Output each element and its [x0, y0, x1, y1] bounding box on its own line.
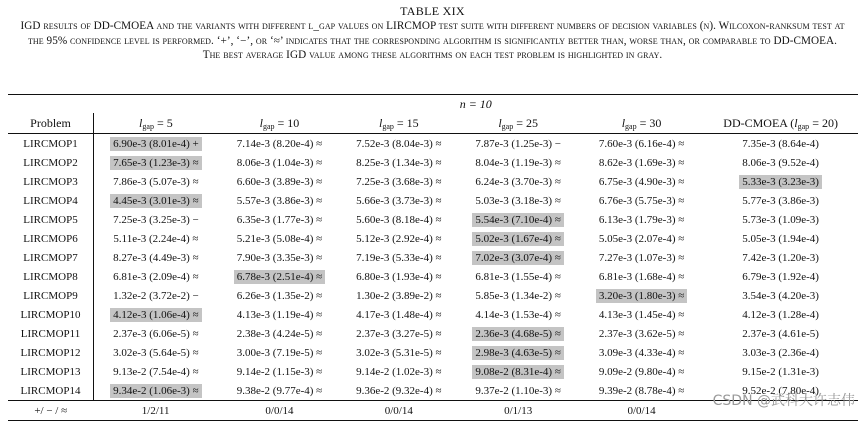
- igd-value: 6.75e-3 (4.90e-3) ≈: [598, 175, 685, 188]
- table-row: [8, 267, 858, 286]
- igd-value: 5.85e-3 (1.34e-2) ≈: [475, 289, 561, 302]
- table-row: [8, 343, 858, 362]
- igd-value: 7.52e-3 (8.04e-3) ≈: [356, 137, 442, 150]
- igd-value: 7.60e-3 (6.16e-4) ≈: [598, 137, 685, 150]
- igd-cell: [218, 172, 341, 191]
- table-row: [8, 191, 858, 210]
- igd-cell: [703, 324, 858, 343]
- igd-cell: [580, 191, 703, 210]
- best-value-highlight: 6.90e-3 (8.01e-4) +: [110, 137, 202, 151]
- igd-cell: [218, 191, 341, 210]
- igd-cell: [456, 210, 579, 229]
- table-row: [8, 305, 858, 324]
- igd-value: 6.80e-3 (1.93e-4) ≈: [356, 270, 442, 283]
- igd-cell: [341, 343, 456, 362]
- igd-cell: [341, 134, 456, 154]
- igd-cell: [580, 286, 703, 305]
- column-header-row: [8, 113, 858, 134]
- igd-cell: [580, 305, 703, 324]
- table-caption: IGD results of DD-CMOEA and the variants with different l_gap values on LIRCMOP test suite with different numbers of decision variables (n). Wilcoxon-ranksum test at the 95% confidence level is performed. ‘+’, ‘−’, or ‘≈’ indicates that the corresponding algorithm is significantly better than, worse than, or comparable to DD-CMOEA. The best average IGD value among these algorithms on each test problem is highlighted in gray.: [20, 20, 845, 61]
- best-value-highlight: 7.02e-3 (3.07e-4) ≈: [472, 251, 563, 265]
- igd-cell: [456, 305, 579, 324]
- igd-cell: [94, 172, 218, 191]
- igd-cell: [341, 153, 456, 172]
- igd-value: 7.42e-3 (1.20e-3): [742, 251, 819, 264]
- igd-cell: [341, 324, 456, 343]
- igd-cell: [456, 362, 579, 381]
- igd-value: 7.19e-3 (5.33e-4) ≈: [356, 251, 442, 264]
- igd-value: 2.37e-3 (3.62e-5) ≈: [598, 327, 685, 340]
- igd-cell: [703, 305, 858, 324]
- igd-value: 5.57e-3 (3.86e-3) ≈: [236, 194, 323, 207]
- column-header-5: DD-CMOEA $(l_{gap} = 20)$: [703, 113, 858, 134]
- igd-value: 5.12e-3 (2.92e-4) ≈: [356, 232, 442, 245]
- igd-value: 7.86e-3 (5.07e-3) ≈: [113, 175, 199, 188]
- igd-value: 3.02e-3 (5.31e-5) ≈: [356, 346, 442, 359]
- problem-name: LIRCMOP5: [8, 210, 94, 229]
- igd-value: 6.81e-3 (1.55e-4) ≈: [475, 270, 561, 283]
- summary-value: 0/1/13: [456, 401, 579, 421]
- igd-cell: [703, 191, 858, 210]
- igd-value: 5.05e-3 (1.94e-4): [742, 232, 819, 245]
- igd-cell: [218, 286, 341, 305]
- igd-cell: [341, 267, 456, 286]
- igd-cell: [703, 210, 858, 229]
- igd-cell: [94, 362, 218, 381]
- igd-cell: [456, 324, 579, 343]
- igd-value: 7.25e-3 (3.25e-3) −: [113, 213, 199, 226]
- igd-cell: [218, 381, 341, 401]
- igd-value: 8.62e-3 (1.69e-3) ≈: [598, 156, 685, 169]
- igd-cell: [218, 305, 341, 324]
- problem-name: LIRCMOP10: [8, 305, 94, 324]
- igd-cell: [580, 324, 703, 343]
- summary-value: 0/0/14: [580, 401, 703, 421]
- table-row: [8, 210, 858, 229]
- igd-cell: [341, 248, 456, 267]
- igd-cell: [703, 286, 858, 305]
- summary-label: +/ − / ≈: [8, 401, 94, 421]
- igd-value: 6.26e-3 (1.35e-2) ≈: [236, 289, 323, 302]
- igd-cell: [218, 210, 341, 229]
- igd-cell: [218, 267, 341, 286]
- table-row: [8, 286, 858, 305]
- igd-value: 8.06e-3 (1.04e-3) ≈: [236, 156, 323, 169]
- table-caption-block: [0, 0, 865, 63]
- problem-name: LIRCMOP1: [8, 134, 94, 154]
- igd-value: 5.11e-3 (2.24e-4) ≈: [113, 232, 199, 245]
- table-row: [8, 229, 858, 248]
- igd-cell: [218, 153, 341, 172]
- column-header-1: $l_{gap} = 10$: [218, 113, 341, 134]
- problem-name: LIRCMOP4: [8, 191, 94, 210]
- problem-name: LIRCMOP9: [8, 286, 94, 305]
- table-label: TABLE XIX: [400, 4, 465, 18]
- igd-value: 6.79e-3 (1.92e-4): [742, 270, 819, 283]
- problem-name: LIRCMOP3: [8, 172, 94, 191]
- igd-cell: [580, 210, 703, 229]
- best-value-highlight: 9.08e-2 (8.31e-4) ≈: [472, 365, 563, 379]
- problem-header: Problem: [8, 113, 94, 134]
- igd-value: 7.27e-3 (1.07e-3) ≈: [598, 251, 685, 264]
- column-header-3: $l_{gap} = 25$: [456, 113, 579, 134]
- igd-value: 3.09e-3 (4.33e-4) ≈: [598, 346, 685, 359]
- igd-cell: [341, 362, 456, 381]
- summary-value: 0/0/14: [341, 401, 456, 421]
- igd-value: 4.17e-3 (1.48e-4) ≈: [356, 308, 442, 321]
- column-header-0: $l_{gap} = 5$: [94, 113, 218, 134]
- igd-cell: [341, 210, 456, 229]
- igd-cell: [580, 381, 703, 401]
- problem-name: LIRCMOP14: [8, 381, 94, 401]
- igd-value: 6.35e-3 (1.77e-3) ≈: [236, 213, 323, 226]
- igd-cell: [218, 134, 341, 154]
- igd-value: 4.13e-3 (1.45e-4) ≈: [598, 308, 685, 321]
- igd-cell: [218, 248, 341, 267]
- igd-value: 9.09e-2 (9.80e-4) ≈: [598, 365, 685, 378]
- igd-cell: [456, 381, 579, 401]
- best-value-highlight: 4.12e-3 (1.06e-4) ≈: [110, 308, 201, 322]
- best-value-highlight: 3.20e-3 (1.80e-3) ≈: [596, 289, 687, 303]
- table-row: [8, 324, 858, 343]
- igd-value: 3.03e-3 (2.36e-4): [742, 346, 819, 359]
- igd-cell: [580, 172, 703, 191]
- igd-cell: [94, 191, 218, 210]
- igd-cell: [94, 248, 218, 267]
- igd-cell: [94, 381, 218, 401]
- problem-name: LIRCMOP12: [8, 343, 94, 362]
- igd-value: 4.12e-3 (1.28e-4): [742, 308, 819, 321]
- igd-cell: [94, 153, 218, 172]
- igd-value: 9.15e-2 (1.31e-3): [742, 365, 819, 378]
- igd-value: 8.25e-3 (1.34e-3) ≈: [356, 156, 442, 169]
- igd-cell: [580, 153, 703, 172]
- igd-cell: [218, 343, 341, 362]
- igd-value: 8.06e-3 (9.52e-4): [742, 156, 819, 169]
- group-header-text: n = 10: [459, 96, 492, 111]
- igd-value: 7.25e-3 (3.68e-3) ≈: [356, 175, 442, 188]
- igd-cell: [94, 324, 218, 343]
- igd-cell: [341, 305, 456, 324]
- problem-name: LIRCMOP11: [8, 324, 94, 343]
- igd-value: 7.14e-3 (8.20e-4) ≈: [236, 137, 323, 150]
- igd-cell: [94, 134, 218, 154]
- problem-name: LIRCMOP2: [8, 153, 94, 172]
- igd-cell: [94, 229, 218, 248]
- igd-cell: [218, 229, 341, 248]
- igd-cell: [703, 153, 858, 172]
- igd-value: 1.30e-2 (3.89e-2) ≈: [356, 289, 442, 302]
- igd-value: 4.13e-3 (1.19e-4) ≈: [236, 308, 323, 321]
- igd-cell: [456, 191, 579, 210]
- best-value-highlight: 7.65e-3 (1.23e-3) ≈: [110, 156, 201, 170]
- igd-value: 1.32e-2 (3.72e-2) −: [113, 289, 199, 302]
- igd-value: 5.73e-3 (1.09e-3): [742, 213, 819, 226]
- igd-value: 2.37e-3 (6.06e-5) ≈: [113, 327, 199, 340]
- best-value-highlight: 2.98e-3 (4.63e-5) ≈: [472, 346, 563, 360]
- problem-name: LIRCMOP7: [8, 248, 94, 267]
- igd-cell: [456, 153, 579, 172]
- igd-value: 8.04e-3 (1.19e-3) ≈: [475, 156, 561, 169]
- igd-cell: [580, 362, 703, 381]
- igd-value: 6.81e-3 (1.68e-4) ≈: [598, 270, 685, 283]
- igd-value: 6.13e-3 (1.79e-3) ≈: [598, 213, 685, 226]
- igd-value: 7.87e-3 (1.25e-3) −: [475, 137, 561, 150]
- igd-cell: [456, 286, 579, 305]
- igd-cell: [341, 191, 456, 210]
- summary-value: 1/2/11: [94, 401, 218, 421]
- igd-value: 5.21e-3 (5.08e-4) ≈: [236, 232, 323, 245]
- igd-value: 9.14e-2 (1.15e-3) ≈: [236, 365, 323, 378]
- igd-cell: [703, 248, 858, 267]
- igd-cell: [94, 343, 218, 362]
- igd-cell: [218, 362, 341, 381]
- igd-cell: [456, 267, 579, 286]
- igd-cell: [580, 229, 703, 248]
- igd-cell: [218, 324, 341, 343]
- igd-cell: [341, 229, 456, 248]
- group-header-row: [8, 95, 858, 113]
- igd-value: 9.52e-2 (7.80e-4): [742, 384, 819, 397]
- igd-value: 2.37e-3 (4.61e-5): [742, 327, 819, 340]
- igd-cell: [703, 343, 858, 362]
- summary-value: 0/0/14: [218, 401, 341, 421]
- igd-value: 2.38e-3 (4.24e-5) ≈: [236, 327, 323, 340]
- igd-value: 3.54e-3 (4.20e-3): [742, 289, 819, 302]
- igd-value: 5.05e-3 (2.07e-4) ≈: [598, 232, 685, 245]
- igd-cell: [580, 248, 703, 267]
- igd-cell: [94, 210, 218, 229]
- igd-cell: [703, 172, 858, 191]
- table-row: [8, 362, 858, 381]
- table-row: [8, 134, 858, 154]
- igd-value: 7.90e-3 (3.35e-3) ≈: [236, 251, 323, 264]
- igd-value: 8.27e-3 (4.49e-3) ≈: [113, 251, 199, 264]
- watermark: CSDN @武科大许志伟: [712, 393, 855, 409]
- best-value-highlight: 5.02e-3 (1.67e-4) ≈: [472, 232, 563, 246]
- best-value-highlight: 4.45e-3 (3.01e-3) ≈: [110, 194, 201, 208]
- igd-cell: [456, 248, 579, 267]
- igd-cell: [580, 134, 703, 154]
- best-value-highlight: 9.34e-2 (1.06e-3) ≈: [110, 384, 201, 398]
- igd-value: 5.77e-3 (3.86e-3): [742, 194, 819, 207]
- igd-cell: [703, 229, 858, 248]
- igd-cell: [456, 229, 579, 248]
- results-table: [8, 94, 858, 421]
- igd-value: 9.37e-2 (1.10e-3) ≈: [475, 384, 561, 397]
- table-row: [8, 153, 858, 172]
- igd-cell: [341, 286, 456, 305]
- igd-value: 6.76e-3 (5.75e-3) ≈: [598, 194, 685, 207]
- igd-cell: [94, 267, 218, 286]
- igd-cell: [94, 305, 218, 324]
- best-value-highlight: 2.36e-3 (4.68e-5) ≈: [472, 327, 563, 341]
- table-row: [8, 172, 858, 191]
- igd-value: 5.03e-3 (3.18e-3) ≈: [475, 194, 561, 207]
- igd-cell: [456, 343, 579, 362]
- igd-value: 6.81e-3 (2.09e-4) ≈: [113, 270, 199, 283]
- igd-value: 9.39e-2 (8.78e-4) ≈: [598, 384, 685, 397]
- igd-cell: [703, 134, 858, 154]
- igd-cell: [703, 267, 858, 286]
- igd-cell: [580, 343, 703, 362]
- igd-value: 5.66e-3 (3.73e-3) ≈: [356, 194, 442, 207]
- problem-name: LIRCMOP13: [8, 362, 94, 381]
- igd-cell: [94, 286, 218, 305]
- igd-value: 6.60e-3 (3.89e-3) ≈: [236, 175, 323, 188]
- igd-value: 3.02e-3 (5.64e-5) ≈: [113, 346, 199, 359]
- group-header: [94, 95, 859, 113]
- igd-value: 6.24e-3 (3.70e-3) ≈: [475, 175, 561, 188]
- column-header-4: $l_{gap} = 30$: [580, 113, 703, 134]
- problem-name: LIRCMOP8: [8, 267, 94, 286]
- column-header-2: $l_{gap} = 15$: [341, 113, 456, 134]
- igd-value: 7.35e-3 (8.64e-4): [742, 137, 819, 150]
- igd-value: 9.13e-2 (7.54e-4) ≈: [113, 365, 199, 378]
- igd-value: 3.00e-3 (7.19e-5) ≈: [236, 346, 323, 359]
- best-value-highlight: 6.78e-3 (2.51e-4) ≈: [234, 270, 325, 284]
- igd-cell: [456, 134, 579, 154]
- best-value-highlight: 5.54e-3 (7.10e-4) ≈: [472, 213, 563, 227]
- table-row: [8, 248, 858, 267]
- best-value-highlight: 5.33e-3 (3.23e-3): [739, 175, 822, 189]
- igd-cell: [341, 172, 456, 191]
- igd-value: 9.38e-2 (9.77e-4) ≈: [236, 384, 323, 397]
- igd-value: 2.37e-3 (3.27e-5) ≈: [356, 327, 442, 340]
- igd-value: 5.60e-3 (8.18e-4) ≈: [356, 213, 442, 226]
- igd-cell: [341, 381, 456, 401]
- igd-value: 9.36e-2 (9.32e-4) ≈: [356, 384, 442, 397]
- igd-cell: [456, 172, 579, 191]
- igd-value: 9.14e-2 (1.02e-3) ≈: [356, 365, 442, 378]
- igd-value: 4.14e-3 (1.53e-4) ≈: [475, 308, 561, 321]
- igd-cell: [703, 362, 858, 381]
- igd-cell: [580, 267, 703, 286]
- problem-name: LIRCMOP6: [8, 229, 94, 248]
